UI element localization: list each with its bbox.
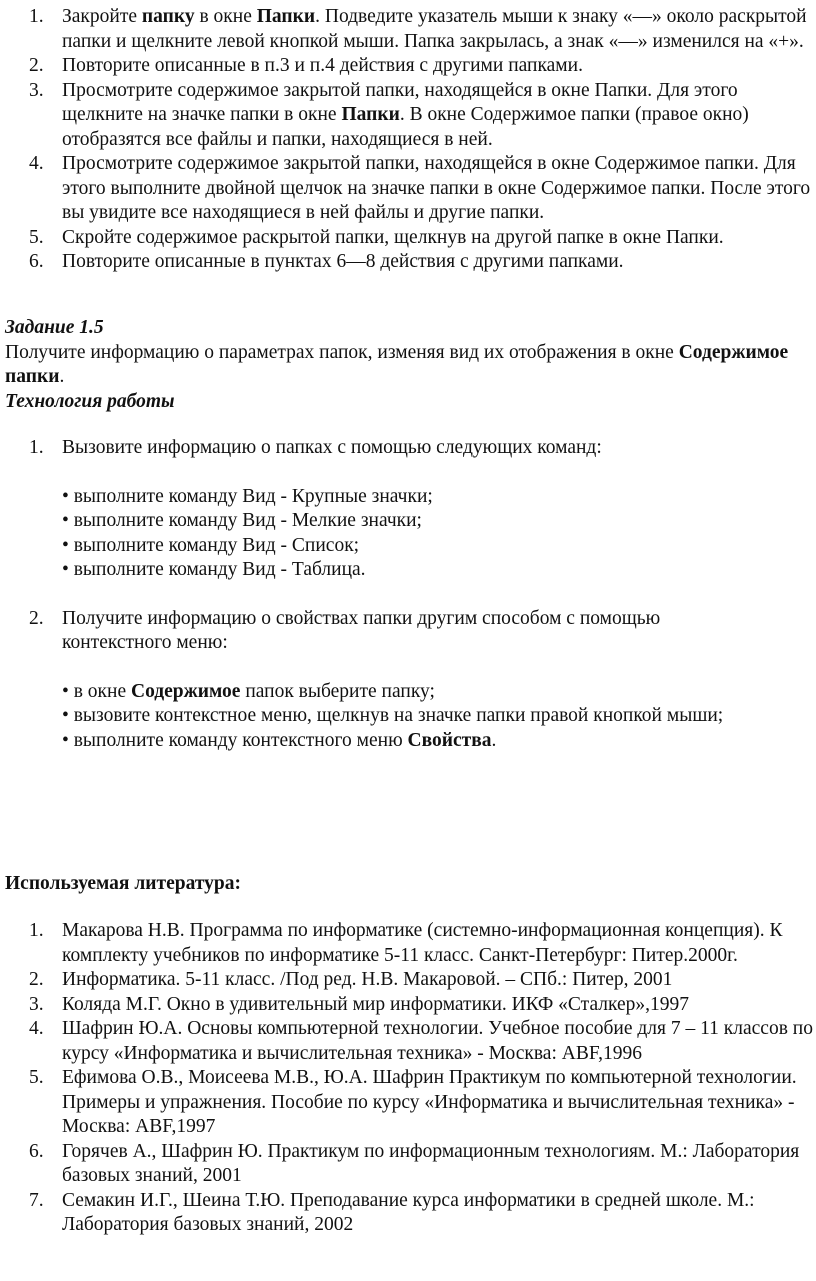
bullet-item: • в окне Содержимое папок выберите папку; xyxy=(62,680,435,702)
literature-list xyxy=(0,919,816,1238)
list-item: 4. Просмотрите содержимое закрытой папки, находящейся в окне Содержимое папки. Для этого выполните двойной щелчок на значке папки в окне Содержимое папки. После этого вы увидите все находящиеся в ней файлы и другие папки. xyxy=(29,153,811,223)
item-number: 6. xyxy=(29,1140,44,1162)
item-number: 2. xyxy=(29,607,44,629)
literature-item: 4. Шафрин Ю.А. Основы компьютерной технологии. Учебное пособие для 7 – 11 классов по курсу «Информатика и вычислительная техника» - Москва: ABF,1996 xyxy=(29,1018,813,1064)
item-number: 5. xyxy=(29,226,44,248)
list-item: 3. Просмотрите содержимое закрытой папки, находящейся в окне Папки. Для этого щелкните на значке папки в окне Папки. В окне Содержимое папки (правое окно) отобразятся все файлы и папки, находящиеся в ней. xyxy=(29,79,749,150)
steps-list xyxy=(0,5,816,275)
list-item: 1. Закройте папку в окне Папки. Подведите указатель мыши к знаку «—» около раскрытой папки и щелкните левой кнопкой мыши. Папка закрылась, а знак «—» изменился на «+». xyxy=(29,6,807,52)
literature-item: 2. Информатика. 5-11 класс. /Под ред. Н.В. Макаровой. – СПб.: Питер, 2001 xyxy=(0,968,816,993)
item-number: 5. xyxy=(29,1067,44,1088)
literature-heading: Используемая литература: xyxy=(5,873,242,894)
item-number: 1. xyxy=(29,437,44,458)
literature-item: 7. Семакин И.Г., Шеина Т.Ю. Преподавание курса информатики в средней школе. М.: Лаборатория базовых знаний, 2002 xyxy=(29,1189,755,1235)
literature-item: 1. Макарова Н.В. Программа по информатике (системно-информационная концепция). К комплекту учебников по информатике 5-11 класс. Санкт-Петербург: Питер.2000г. xyxy=(29,920,783,966)
task-heading: Задание 1.5 xyxy=(5,317,104,338)
item-number: 1. xyxy=(29,6,44,27)
task-section xyxy=(0,316,816,414)
list-item: 5. Скройте содержимое раскрытой папки, щелкнув на другой папке в окне Папки. xyxy=(0,226,816,251)
item-number: 3. xyxy=(29,79,44,101)
bullet-item: • выполните команду Вид - Список; xyxy=(62,534,360,556)
item-number: 6. xyxy=(29,251,44,272)
bullet-item: • выполните команду Вид - Мелкие значки; xyxy=(62,510,422,531)
instructions-block xyxy=(0,436,816,753)
literature-item: 3. Коляда М.Г. Окно в удивительный мир информатики. ИКФ «Сталкер»,1997 xyxy=(0,993,816,1018)
item-number: 3. xyxy=(29,993,44,1015)
item-number: 2. xyxy=(29,969,44,990)
list-item: 6. Повторите описанные в пунктах 6—8 действия с другими папками. xyxy=(0,250,816,275)
technology-heading: Технология работы xyxy=(5,390,175,412)
literature-item: 6. Горячев А., Шафрин Ю. Практикум по информационным технологиям. М.: Лаборатория базовых знаний, 2001 xyxy=(29,1140,800,1186)
item-number: 1. xyxy=(29,920,44,941)
bullet-item: • выполните команду Вид - Крупные значки; xyxy=(62,485,433,507)
item-number: 4. xyxy=(29,153,44,174)
item-number: 4. xyxy=(29,1018,44,1039)
list-item: 2. Получите информацию о свойствах папки другим способом с помощью контекстного меню: xyxy=(29,607,661,653)
item-number: 7. xyxy=(29,1189,44,1211)
literature-section xyxy=(0,872,816,897)
literature-item: 5. Ефимова О.В., Моисеева М.В., Ю.А. Шафрин Практикум по компьютерной технологии. Примеры и упражнения. Пособие по курсу «Информатика и вычислительная техника» - Москва: ABF,1997 xyxy=(29,1067,797,1137)
task-description: Получите информацию о параметрах папок, изменяя вид их отображения в окне Содержимое папки. xyxy=(5,341,789,387)
list-item: 1. Вызовите информацию о папках с помощью следующих команд: xyxy=(0,436,816,461)
bullet-item: • выполните команду Вид - Таблица. xyxy=(62,559,366,580)
bullet-item: • вызовите контекстное меню, щелкнув на значке папки правой кнопкой мыши; xyxy=(62,705,724,726)
bullet-item: • выполните команду контекстного меню Свойства. xyxy=(62,729,497,751)
list-item: 2. Повторите описанные в п.3 и п.4 действия с другими папками. xyxy=(0,54,816,79)
item-number: 2. xyxy=(29,55,44,76)
